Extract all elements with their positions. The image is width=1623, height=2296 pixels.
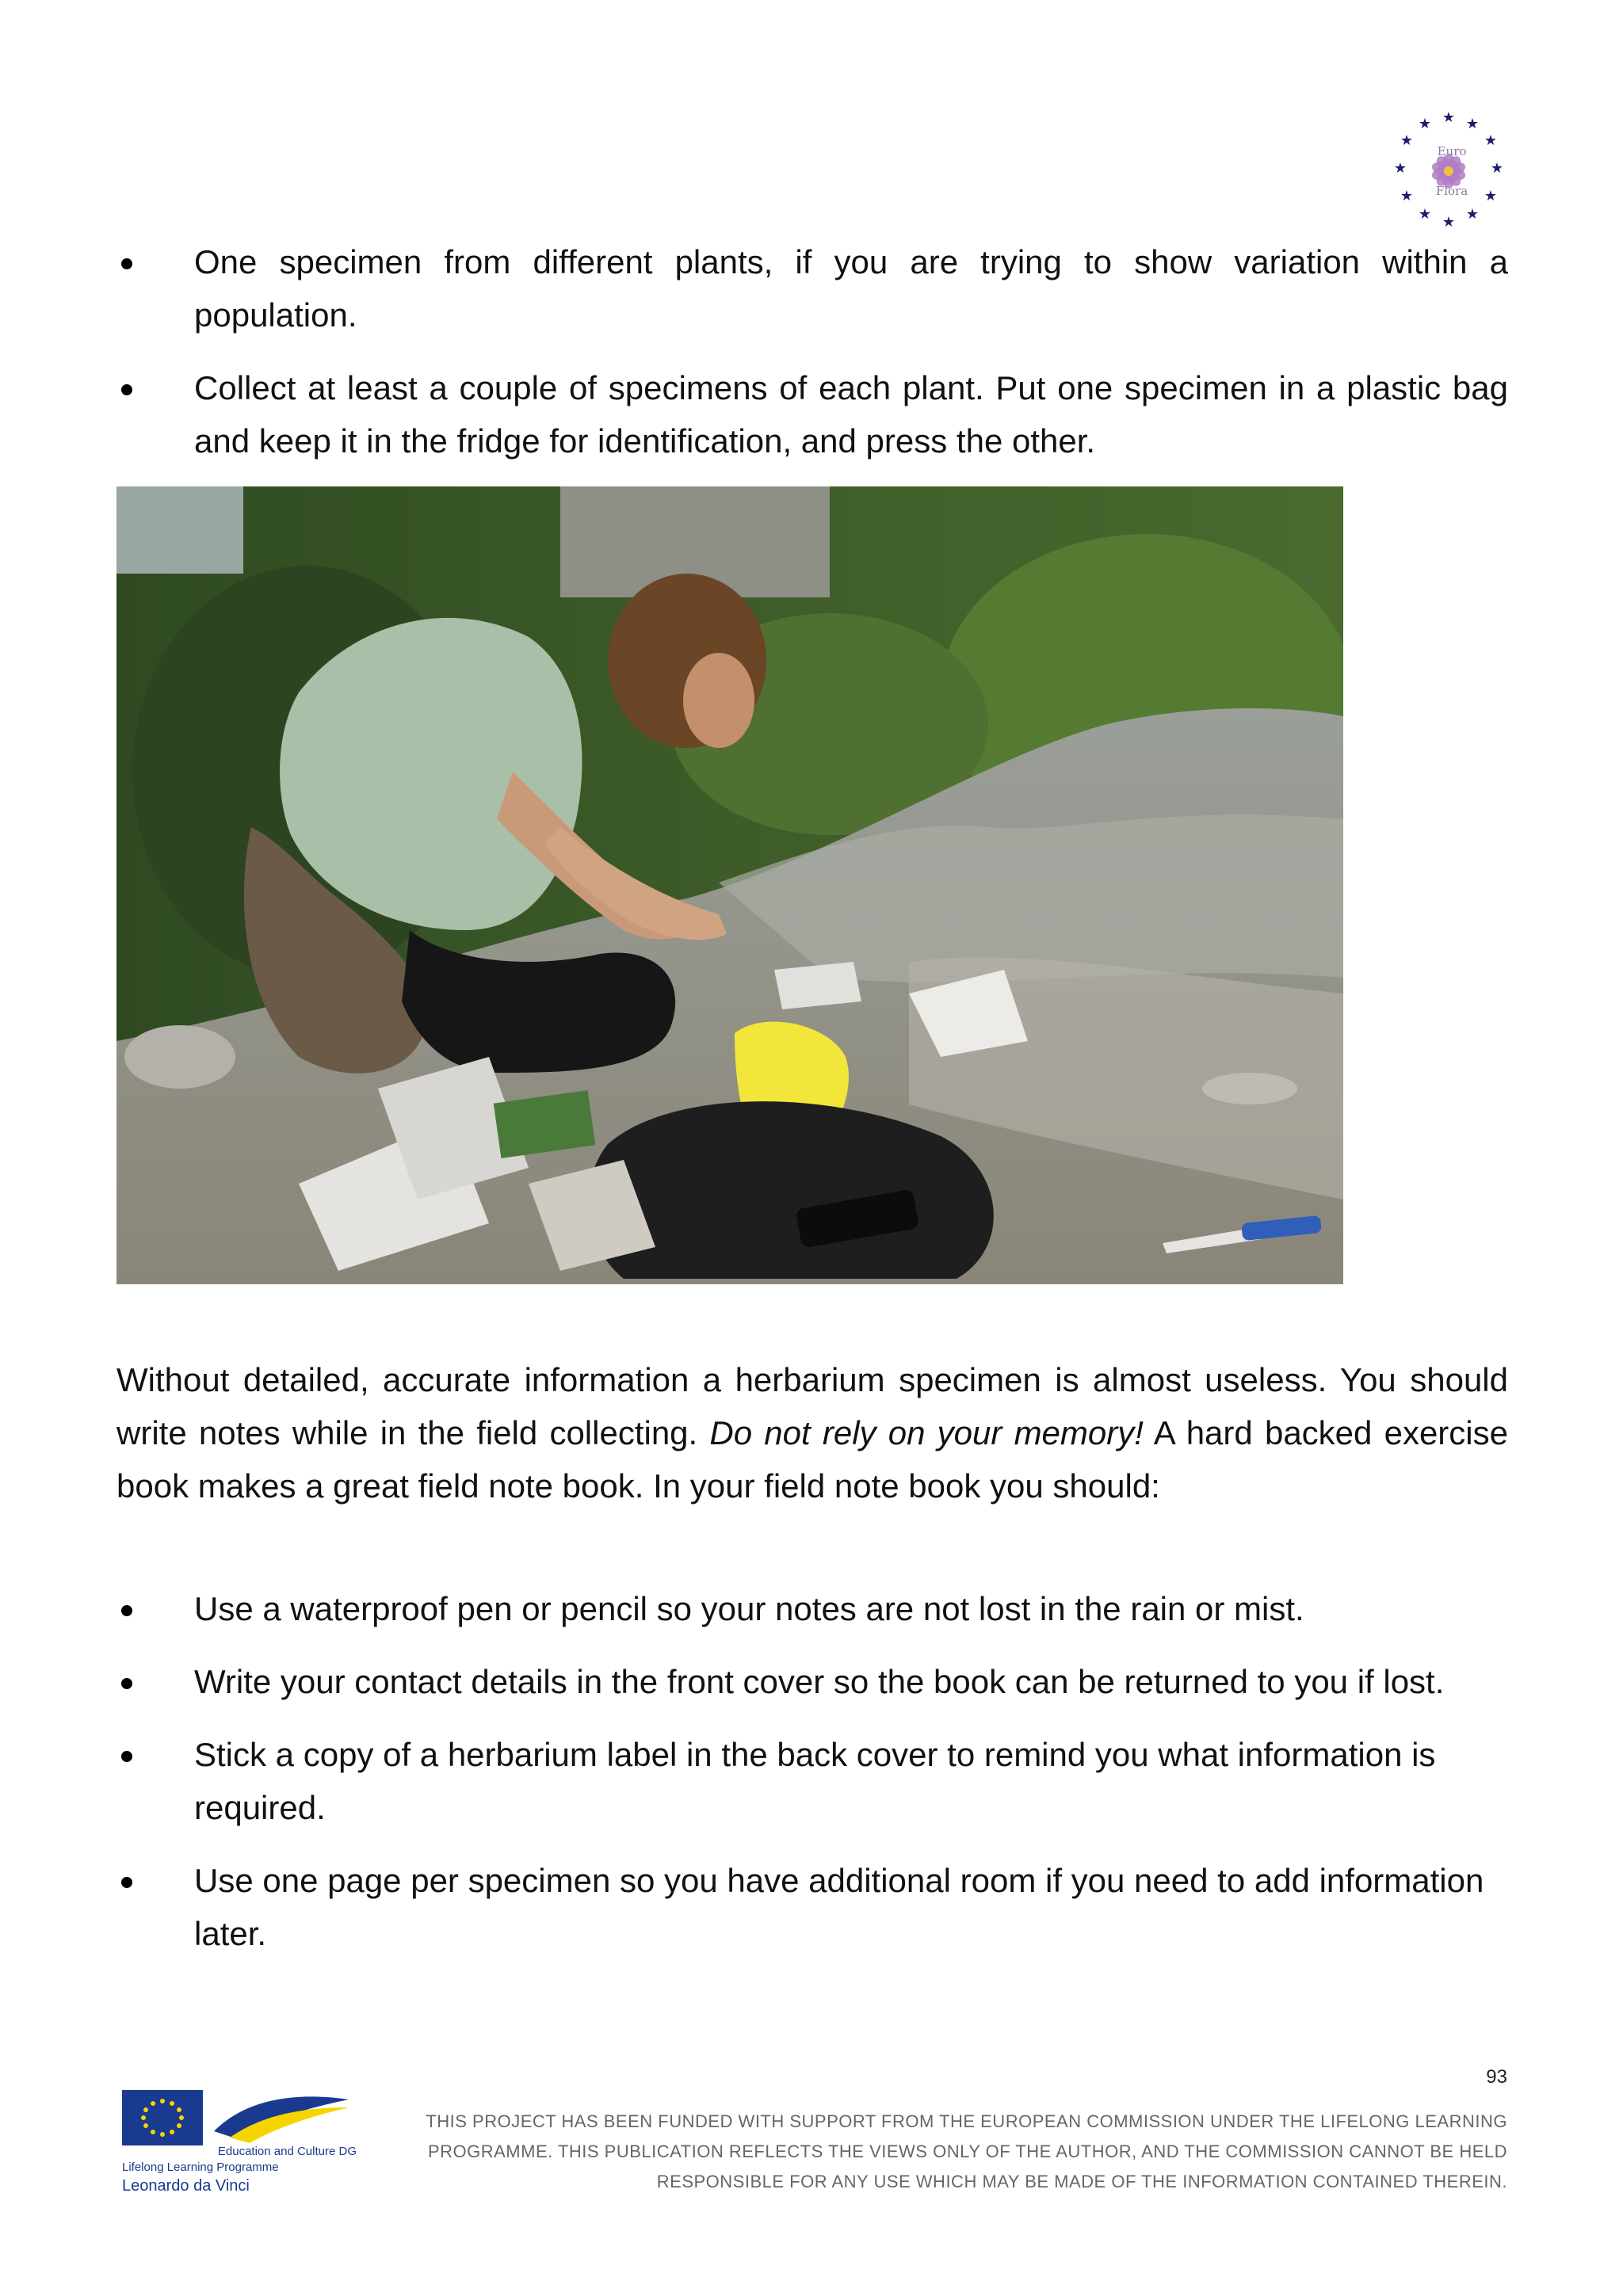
svg-text:★: ★ <box>1465 206 1480 223</box>
bullet-icon <box>121 1751 132 1762</box>
bullet-icon <box>121 1678 132 1689</box>
eu-logo-dg-text: Education and Culture DG <box>217 2145 357 2158</box>
svg-text:★: ★ <box>1465 116 1480 132</box>
emphasis-text: Do not rely on your memory! <box>709 1414 1144 1451</box>
svg-text:★: ★ <box>1490 160 1504 177</box>
list-item: Use one page per specimen so you have additional room if you need to add information later. <box>116 1854 1508 1960</box>
logo-text-euro: Euro <box>1437 144 1467 158</box>
svg-text:★: ★ <box>1400 188 1414 204</box>
eu-logo-programme-text: Lifelong Learning Programme <box>122 2161 279 2174</box>
svg-text:★: ★ <box>1418 206 1432 223</box>
page-number: 93 <box>1486 2066 1507 2088</box>
list-item: Write your contact details in the front cover so the book can be returned to you if lost. <box>116 1655 1508 1708</box>
bullet-icon <box>121 258 132 269</box>
bullet-icon <box>121 1877 132 1888</box>
euroflora-logo <box>1385 109 1512 236</box>
bullet-icon <box>121 384 132 395</box>
svg-text:★: ★ <box>1393 160 1407 177</box>
bullet-icon <box>121 1605 132 1616</box>
list-item: Stick a copy of a herbarium label in the back cover to remind you what information is required. <box>116 1728 1508 1834</box>
list-item: One specimen from different plants, if you are trying to show variation within a population. <box>116 235 1508 341</box>
svg-text:★: ★ <box>1400 132 1414 149</box>
list-item: Collect at least a couple of specimens of each plant. Put one specimen in a plastic bag and keep it in the fridge for identification, and press the other. <box>116 361 1508 467</box>
svg-text:★: ★ <box>1418 116 1432 132</box>
field-collecting-photo <box>116 486 1343 1284</box>
bullet-list-bottom <box>116 1582 1508 1980</box>
svg-text:★: ★ <box>1442 214 1456 231</box>
svg-text:★: ★ <box>1484 132 1498 149</box>
eu-logo-leonardo-text: Leonardo da Vinci <box>122 2177 250 2195</box>
bullet-list-top <box>116 235 1508 487</box>
logo-text-flora: Flora <box>1435 184 1468 198</box>
funding-disclaimer: THIS PROJECT HAS BEEN FUNDED WITH SUPPORT FROM THE EUROPEAN COMMISSION UNDER THE LIFELONG LEARNING PROGRAMME. THIS PUBLICATION REFLECTS THE VIEWS ONLY OF THE AUTHOR, AND THE COMMISSION CANNOT BE HELD RESPONSIBLE FOR ANY USE WHICH MAY BE MADE OF THE INFORMATION CONTAINED THEREIN. <box>426 2111 1507 2191</box>
body-paragraph: Without detailed, accurate information a herbarium specimen is almost useless. You should write notes while in the field collecting. Do not rely on your memory! A hard backed exercise book makes a great field note book. In your field note book you should: <box>116 1361 1508 1505</box>
svg-text:★: ★ <box>1442 109 1456 126</box>
svg-text:★: ★ <box>1484 188 1498 204</box>
eu-flag-icon <box>122 2090 203 2145</box>
list-item: Use a waterproof pen or pencil so your notes are not lost in the rain or mist. <box>116 1582 1508 1635</box>
